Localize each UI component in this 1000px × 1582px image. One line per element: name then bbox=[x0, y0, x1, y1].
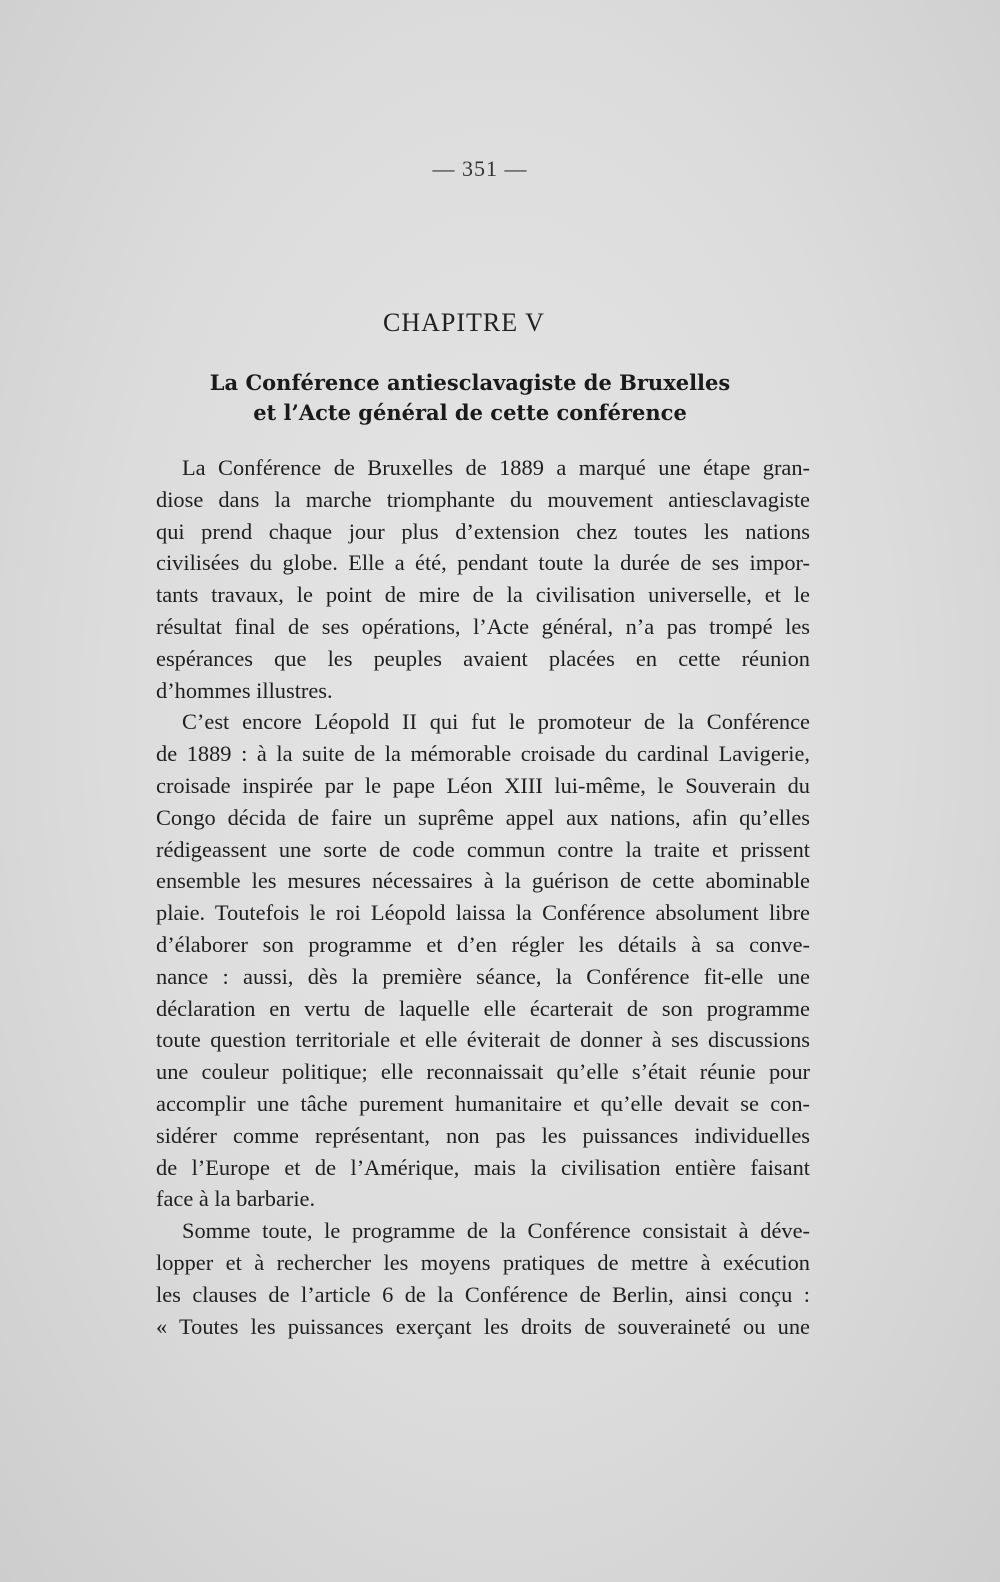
text-line: ensemble les mesures nécessaires à la guérison de cette abominable bbox=[156, 868, 810, 894]
text-line: espérances que les peuples avaient placées en cette réunion bbox=[156, 645, 810, 671]
text-line: de l’Europe et de l’Amérique, mais la civilisation entière faisant bbox=[156, 1154, 810, 1180]
text-line: tants travaux, le point de mire de la civilisation universelle, et le bbox=[156, 582, 810, 608]
text-line: résultat final de ses opérations, l’Acte général, n’a pas trompé les bbox=[156, 613, 810, 639]
page-number: — 351 — bbox=[432, 156, 528, 181]
chapter-title-line: La Conférence antiesclavagiste de Bruxelles bbox=[209, 370, 731, 395]
text-line: C’est encore Léopold II qui fut le promoteur de la Conférence bbox=[182, 709, 810, 735]
text-line: accomplir une tâche purement humanitaire et qu’elle devait se con- bbox=[156, 1090, 810, 1116]
body-text bbox=[130, 452, 810, 1342]
chapter-title bbox=[0, 368, 940, 428]
text-line: une couleur politique; elle reconnaissait qu’elle s’était réunie pour bbox=[156, 1059, 810, 1085]
text-line: croisade inspirée par le pape Léon XIII lui-même, le Souverain du bbox=[156, 772, 810, 798]
text-line: plaie. Toutefois le roi Léopold laissa la Conférence absolument libre bbox=[156, 900, 810, 926]
text-line: « Toutes les puissances exerçant les droits de souveraineté ou une bbox=[156, 1313, 810, 1339]
text-line: qui prend chaque jour plus d’extension chez toutes les nations bbox=[156, 518, 810, 544]
chapter-title-line: et l’Acte général de cette conférence bbox=[253, 400, 687, 425]
text-line: diose dans la marche triomphante du mouvement antiesclavagiste bbox=[156, 486, 810, 512]
paragraph bbox=[130, 706, 810, 1215]
paragraph bbox=[130, 1215, 810, 1342]
text-line: d’hommes illustres. bbox=[156, 677, 333, 703]
text-line: Somme toute, le programme de la Conférence consistait à déve- bbox=[182, 1218, 810, 1244]
text-line: face à la barbarie. bbox=[156, 1186, 316, 1212]
text-line: rédigeassent une sorte de code commun contre la traite et prissent bbox=[156, 836, 810, 862]
text-line: les clauses de l’article 6 de la Conférence de Berlin, ainsi conçu : bbox=[156, 1281, 810, 1307]
text-line: toute question territoriale et elle éviterait de donner à ses discussions bbox=[156, 1027, 810, 1053]
text-line: d’élaborer son programme et d’en régler les détails à sa conve- bbox=[156, 931, 810, 957]
text-line: sidérer comme représentant, non pas les puissances individuelles bbox=[156, 1122, 810, 1148]
text-line: civilisées du globe. Elle a été, pendant toute la durée de ses impor- bbox=[156, 550, 810, 576]
chapter-heading: CHAPITRE V bbox=[383, 308, 545, 337]
text-line: déclaration en vertu de laquelle elle écarterait de son programme bbox=[156, 995, 810, 1021]
text-line: Congo décida de faire un suprême appel aux nations, afin qu’elles bbox=[156, 804, 810, 830]
paragraph bbox=[130, 452, 810, 706]
text-line: de 1889 : à la suite de la mémorable croisade du cardinal Lavigerie, bbox=[156, 741, 810, 767]
text-line: nance : aussi, dès la première séance, la Conférence fit-elle une bbox=[156, 963, 810, 989]
text-line: La Conférence de Bruxelles de 1889 a marqué une étape gran- bbox=[182, 455, 810, 480]
text-line: lopper et à rechercher les moyens pratiques de mettre à exécution bbox=[156, 1249, 810, 1275]
